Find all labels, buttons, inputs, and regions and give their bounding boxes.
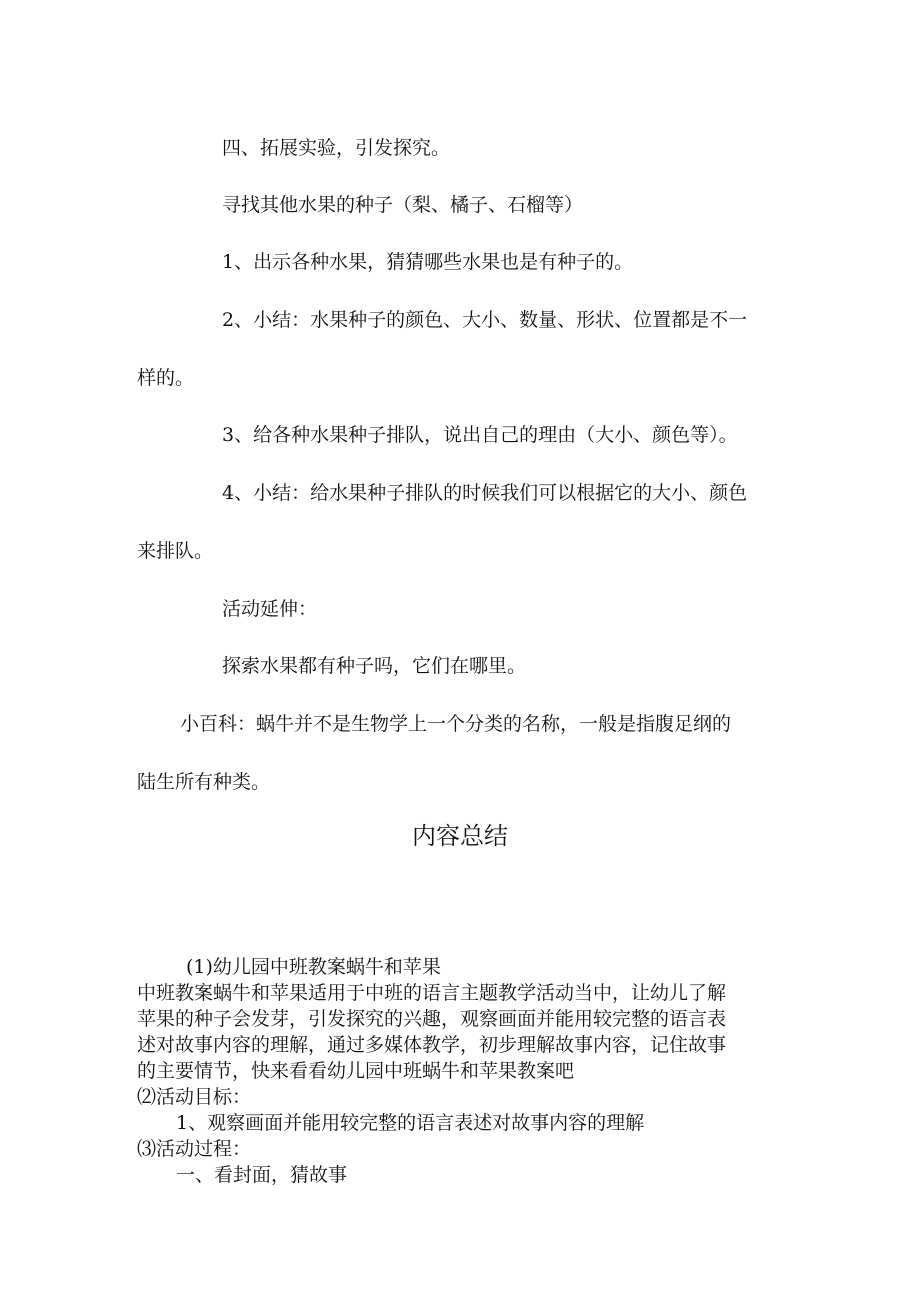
step-2-line-2: 样的。 bbox=[137, 367, 195, 389]
encyclopedia-line-1: 小百科：蜗牛并不是生物学上一个分类的名称，一般是指腹足纲的 bbox=[180, 713, 732, 735]
summary-text-line-1: 中班教案蜗牛和苹果适用于中班的语言主题教学活动当中，让幼儿了解 bbox=[137, 982, 727, 1004]
summary-text-line-2: 苹果的种子会发芽，引发探究的兴趣，观察画面并能用较完整的语言表 bbox=[137, 1008, 727, 1030]
encyclopedia-line-2: 陆生所有种类。 bbox=[137, 771, 271, 793]
step-3: 3、给各种水果种子排队，说出自己的理由（大小、颜色等）。 bbox=[222, 424, 738, 446]
summary-item-3: ⑶活动过程： bbox=[137, 1138, 252, 1160]
step-1: 1、出示各种水果，猜猜哪些水果也是有种子的。 bbox=[222, 251, 634, 273]
paragraph-find-seeds: 寻找其他水果的种子（梨、橘子、石榴等） bbox=[222, 194, 584, 216]
step-2-line-1: 2、小结：水果种子的颜色、大小、数量、形状、位置都是不一 bbox=[222, 309, 748, 331]
step-4-line-2: 来排队。 bbox=[137, 540, 214, 562]
activity-extension-text: 探索水果都有种子吗，它们在哪里。 bbox=[222, 655, 527, 677]
summary-text-line-4: 的主要情节，快来看看幼儿园中班蜗牛和苹果教案吧 bbox=[137, 1060, 575, 1082]
activity-extension-heading: 活动延伸： bbox=[222, 598, 318, 620]
step-4-line-1: 4、小结：给水果种子排队的时候我们可以根据它的大小、颜色 bbox=[222, 482, 748, 504]
summary-process-1: 一、看封面，猜故事 bbox=[176, 1164, 348, 1186]
summary-goal-1: 1、观察画面并能用较完整的语言表述对故事内容的理解 bbox=[176, 1112, 645, 1134]
summary-title: 内容总结 bbox=[412, 822, 508, 850]
summary-item-2: ⑵活动目标： bbox=[137, 1086, 252, 1108]
summary-item-1: (1)幼儿园中班教案蜗牛和苹果 bbox=[186, 956, 441, 978]
section-heading-extension: 四、拓展实验，引发探究。 bbox=[222, 137, 451, 159]
summary-text-line-3: 述对故事内容的理解，通过多媒体教学，初步理解故事内容，记住故事 bbox=[137, 1034, 727, 1056]
